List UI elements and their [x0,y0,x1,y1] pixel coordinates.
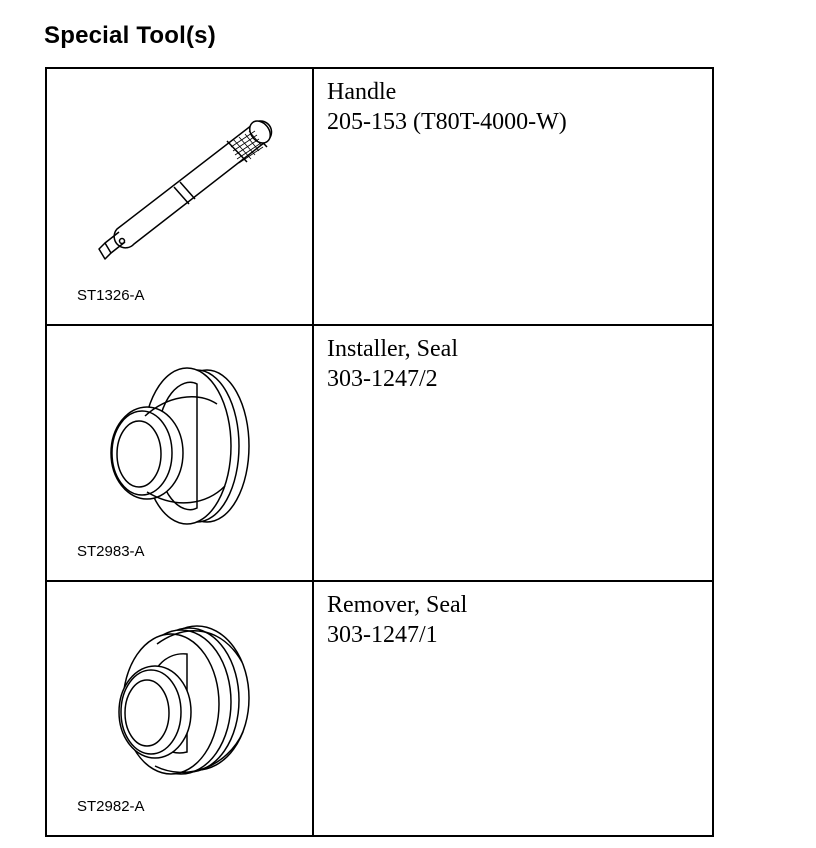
tool-number: 303-1247/2 [327,366,438,392]
tool-illustration-cell [47,69,314,324]
figure-code: ST2982-A [77,798,145,815]
tool-illustration-cell [47,326,314,580]
table-row [47,326,712,582]
table-row [47,582,712,835]
handle-tool-illustration-icon [47,69,312,324]
tool-illustration-cell [47,582,314,835]
seal-installer-illustration-icon [47,326,312,580]
tool-name: Handle [327,79,397,105]
tool-number: 205-153 (T80T-4000-W) [327,109,567,135]
tool-description-cell [314,69,712,324]
figure-code: ST1326-A [77,287,145,304]
figure-code: ST2983-A [77,543,145,560]
tool-description-cell [314,582,712,835]
seal-remover-illustration-icon [47,582,312,833]
tool-name: Installer, Seal [327,336,458,362]
special-tools-table [45,67,714,837]
tool-description-cell [314,326,712,580]
table-row [47,69,712,326]
page-title: Special Tool(s) [44,22,216,49]
tool-name: Remover, Seal [327,592,468,618]
tool-number: 303-1247/1 [327,622,438,648]
